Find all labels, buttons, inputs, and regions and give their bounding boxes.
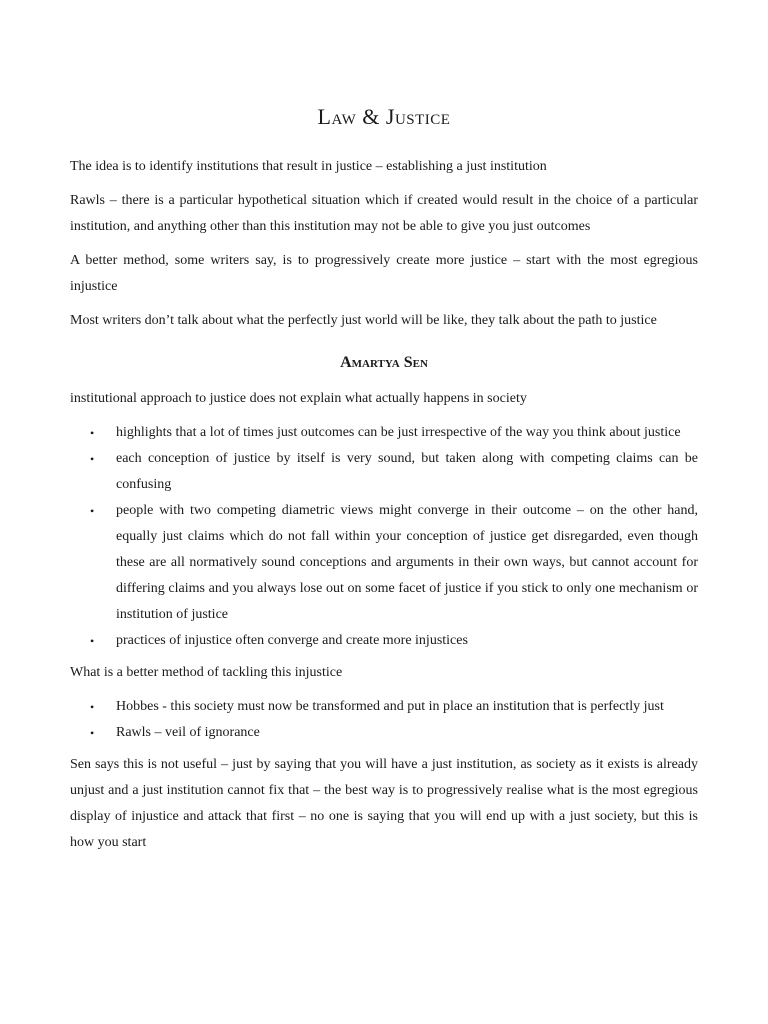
bullet-list-methods [70,694,698,746]
bullet-icon: • [90,634,95,648]
section-intro: institutional approach to justice does not explain what actually happens in society [70,391,527,406]
document-page [70,100,698,864]
list-item [70,628,698,654]
list-item [70,446,698,498]
conclusion-paragraph: Sen says this is not useful – just by saying that you will have a just institution, as society as it exists is already unjust and a just institution cannot fix that – the best way is to progressively realise what is the most egregious display of injustice and attack that first – no one is saying that you will end up with a just society, but this is how you start [70,757,698,850]
section-heading: Amartya Sen [340,354,428,371]
list-item [70,720,698,746]
list-item-text: Rawls – veil of ignorance [116,725,260,740]
paragraph-intro-1: The idea is to identify institutions that result in justice – establishing a just institution [70,159,547,174]
bullet-icon: • [90,726,95,740]
paragraph-intro-3: A better method, some writers say, is to progressively create more justice – start with the most egregious injustice [70,253,698,294]
list-item [70,420,698,446]
bullet-icon: • [90,504,95,518]
list-item-text: highlights that a lot of times just outcomes can be just irrespective of the way you think about justice [116,425,681,440]
bullet-icon: • [90,452,95,466]
question-paragraph: What is a better method of tackling this injustice [70,665,343,680]
paragraph-intro-2: Rawls – there is a particular hypothetical situation which if created would result in the choice of a particular institution, and anything other than this institution may not be able to give you just outcomes [70,193,698,234]
paragraph-intro-4: Most writers don’t talk about what the perfectly just world will be like, they talk about the path to justice [70,313,657,328]
list-item [70,498,698,628]
bullet-list-sen [70,420,698,654]
document-title: Law & Justice [317,104,451,129]
list-item-text: people with two competing diametric views might converge in their outcome – on the other hand, equally just claims which do not fall within your conception of justice get disregarded, even though these are all normatively sound conceptions and arguments in their own ways, but cannot account for differing claims and you always lose out on some facet of justice if you stick to only one mechanism or institution of justice [116,503,698,622]
list-item-text: practices of injustice often converge and create more injustices [116,633,468,648]
list-item [70,694,698,720]
list-item-text: each conception of justice by itself is very sound, but taken along with competing claims can be confusing [116,451,698,492]
list-item-text: Hobbes - this society must now be transformed and put in place an institution that is perfectly just [116,699,664,714]
bullet-icon: • [90,426,95,440]
bullet-icon: • [90,700,95,714]
